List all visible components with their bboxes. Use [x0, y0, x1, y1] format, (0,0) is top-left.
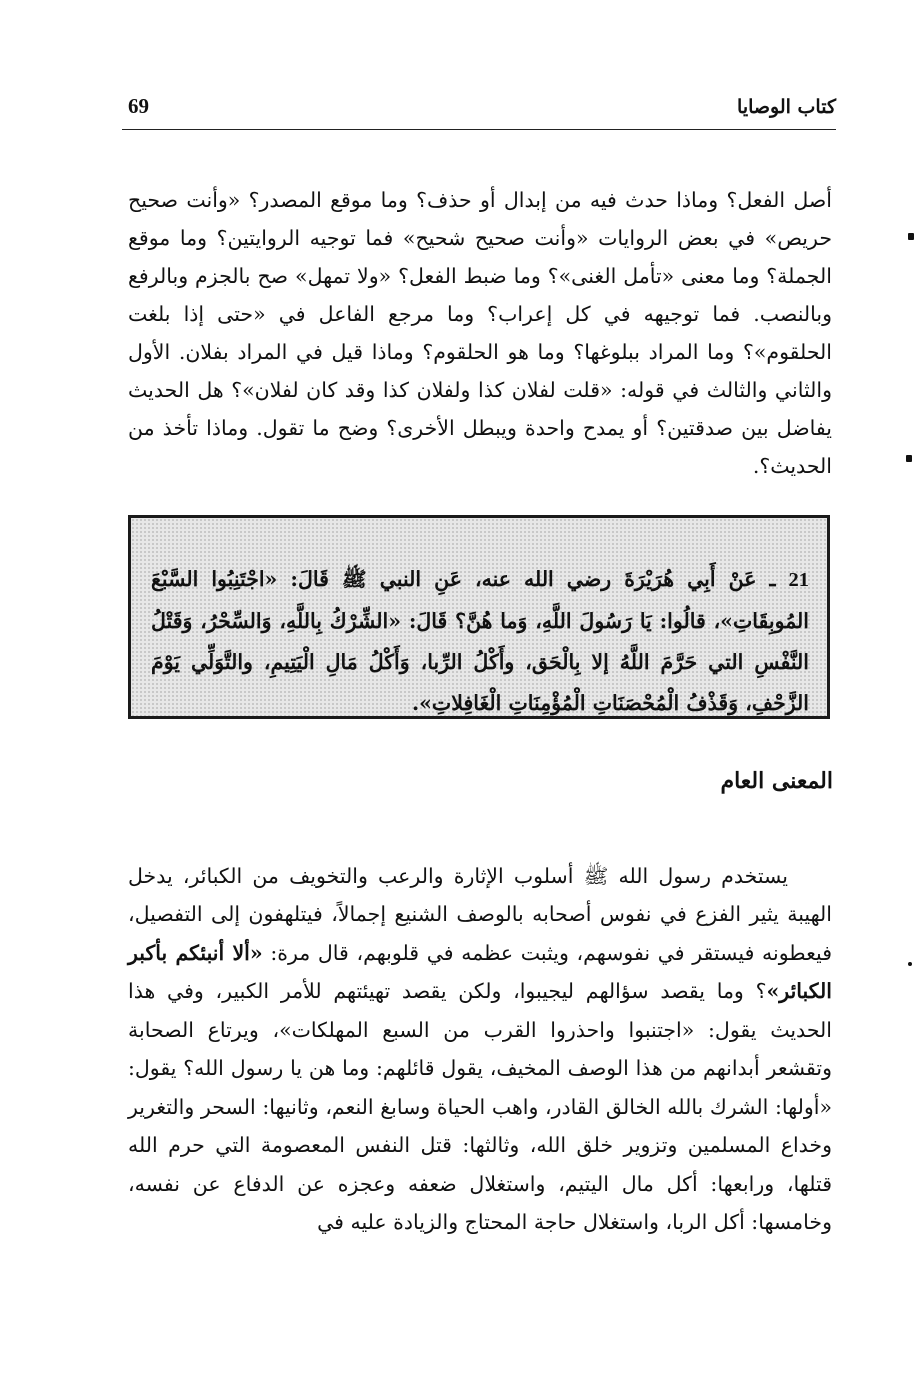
scan-mark [908, 962, 912, 966]
hadith-text [151, 559, 809, 724]
section-body [128, 857, 832, 1242]
section-body-emphasis: «ألا أنبئكم بأكبر الكبائر» [128, 940, 832, 1003]
book-title: كتاب الوصايا [737, 96, 836, 118]
scan-mark [906, 455, 912, 462]
page-number: 69 [128, 94, 149, 118]
hadith-body: ـ عَنْ أَبِي هُرَيْرَةَ رضي الله عنه، عَنِ النبي ﷺ قَالَ: «اجْتَنِبُوا السَّبْعَ المُوبِقَاتِ»، قالُوا: يَا رَسُولَ اللَّهِ، وَما هُنَّ؟ قَالَ: «الشِّرْكُ بِاللَّهِ، وَالسِّحْرُ، وَقَتْلُ النَّفْسِ التي حَرَّمَ اللَّهُ إلا بِالْحَق، وأَكْلُ الرِّبا، وَأَكْلُ مَالِ الْيَتِيمِ، والتَّوَلِّي يَوْمَ الزَّحْفِ، وَقَذْفُ الْمُحْصَنَاتِ الْمُؤْمِنَاتِ الْغَافِلاتِ». [151, 566, 809, 715]
scan-mark [908, 233, 914, 240]
section-body-part-1: يستخدم رسول الله ﷺ أسلوب الإثارة والرعب والتخويف من الكبائر، يدخل الهيبة يثير الفزع في نفوس أصحابه بالوصف الشنيع إجمالاً، فيتلهفون إلى التفصيل، فيعطونه فيستقر في نفوسهم، ويثبت عظمه في قلوبهم، قال مرة: [128, 863, 832, 965]
hadith-number: 21 [788, 568, 809, 591]
section-heading: المعنى العام [720, 768, 833, 794]
page-header [122, 92, 836, 128]
header-rule [122, 129, 836, 130]
section-body-part-3: ؟ وما يقصد سؤالهم ليجيبوا، ولكن يقصد تهيئتهم للأمر الكبير، وفي هذا الحديث يقول: «اجتنبوا واحذروا القرب من السبع المهلكات»، ويرتاع الصحابة وتقشعر أبدانهم من هذا الوصف المخيف، يقول قائلهم: وما هن يا رسول الله؟ يقول: «أولها: الشرك بالله الخالق القادر، واهب الحياة وسابغ النعم، وثانيها: السحر والتغرير وخداع المسلمين وتزوير خلق الله، وثالثها: قتل النفس المعصومة التي حرم الله قتلها، ورابعها: أكل مال اليتيم، واستغلال ضعفه وعجزه عن الدفاع عن نفسه، وخامسها: أكل الربا، واستغلال حاجة المحتاج والزيادة عليه في [128, 979, 832, 1234]
hadith-box [128, 515, 830, 719]
questions-paragraph: أصل الفعل؟ وماذا حدث فيه من إبدال أو حذف؟ وما موقع المصدر؟ «وأنت صحيح حريص» في بعض الروايات «وأنت صحيح شحيح» فما توجيه الروايتين؟ وما موقع الجملة؟ وما معنى «تأمل الغنى»؟ وما ضبط الفعل؟ «ولا تمهل» صح بالجزم وبالرفع وبالنصب. فما توجيهه في كل إعراب؟ وما مرجع الفاعل في «حتى إذا بلغت الحلقوم»؟ وما المراد ببلوغها؟ وما هو الحلقوم؟ وماذا قيل في المراد بفلان. الأول والثاني والثالث في قوله: «قلت لفلان كذا ولفلان كذا وقد كان لفلان»؟ هل الحديث يفاضل بين صدقتين؟ أو يمدح واحدة ويبطل الأخرى؟ وضح ما تقول. وماذا تأخذ من الحديث؟. [128, 187, 832, 478]
